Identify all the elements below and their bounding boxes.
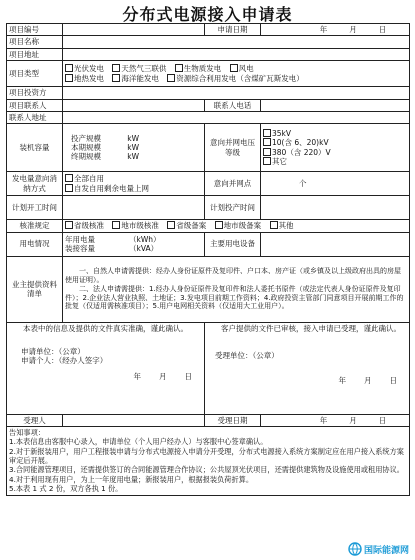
consumption-options [63,172,205,196]
voltage-option[interactable]: 其它 [263,157,407,166]
checkbox-icon [65,174,73,182]
materials-label: 业主提供资料清单 [7,256,63,322]
materials-natural-person: 一、自然人申请需提供：经办人身份证原件及复印件、户口本、房产证（或乡镇及以上级政府出具的房屋使用证明）。 [65,267,401,284]
checkbox-icon [167,74,175,82]
contact-address-label: 联系人地址 [7,111,63,123]
row-approval [7,220,410,232]
checkbox-icon [215,221,223,229]
type-option[interactable]: 光伏发电 [65,64,104,73]
approval-options [63,220,410,232]
form-title: 分布式电源接入申请表 [122,5,293,24]
contact-value[interactable] [63,99,205,111]
row-capacity [7,124,410,172]
grid-time-label: 计划投产时间 [205,196,261,220]
checkbox-icon [65,184,73,192]
acceptor-date[interactable]: 年 月 日 [338,376,397,386]
voltage-option[interactable]: 35kV [263,129,407,138]
checkbox-icon [270,221,278,229]
electricity-label: 用电情况 [7,232,63,256]
row-electricity [7,232,410,256]
consumption-option[interactable]: 自发自用剩余电量上网 [65,184,202,193]
approval-option[interactable]: 其他 [270,221,294,230]
acceptor-value[interactable] [63,414,205,426]
applicant-confirm [7,322,205,414]
row-project-no [7,24,410,36]
checkbox-icon [263,148,271,156]
row-schedule [7,196,410,220]
install-capacity-unit: （kVA） [129,244,159,254]
acceptor-confirm [205,322,410,414]
row-acceptor [7,414,410,426]
scale-unit: kW [127,143,139,153]
row-contact [7,99,410,111]
accept-date-label: 受理日期 [205,414,261,426]
checkbox-icon [112,74,120,82]
day-label: 日 [378,25,387,34]
project-name-value[interactable] [63,36,410,48]
electricity-values [63,232,205,256]
grid-voltage-label: 意向并网电压等级 [205,124,261,172]
type-option[interactable]: 天然气三联供 [112,64,166,73]
project-no-value[interactable] [63,24,205,36]
consumption-option[interactable]: 全部自用 [65,174,202,183]
watermark-text: 国际能源网 [363,545,409,556]
checkbox-icon [112,221,120,229]
project-address-value[interactable] [63,48,410,60]
project-type-options [63,61,410,87]
scale-label: 终期规模 [71,152,101,162]
install-capacity-label: 装接容量 [65,244,95,254]
capacity-label: 装机容量 [7,124,63,172]
apply-date-label: 申请日期 [205,24,261,36]
investor-label: 项目投资方 [7,87,63,99]
row-investor [7,87,410,99]
notes-heading: 告知事项： [9,428,45,437]
materials-legal-person: 二、法人申请需提供：1.经办人身份证原件及复印件和法人委托书原件（或法定代表人身份证原件及复印件）；2.企业法人营业执照、土地证；3.发电项目前期工作资料；4.政府投资主管部门同意项目开展前期工作的批复（仅适用需核准项目）；5.用户电网相关资料（仅适用大工业用户）。 [65,284,404,311]
type-option[interactable]: 生物质发电 [175,64,222,73]
start-time-value[interactable] [63,196,205,220]
acceptor-unit-seal[interactable]: 受理单位：（公章） [215,351,279,360]
row-project-name [7,36,410,48]
year-label: 年 [319,25,328,34]
applicant-unit-seal[interactable]: 申请单位：（公章） [21,347,85,356]
row-confirmation [7,322,410,414]
investor-value[interactable] [63,87,410,99]
acceptor-label: 受理人 [7,414,63,426]
type-option[interactable]: 海洋能发电 [112,74,159,83]
contact-label: 项目联系人 [7,99,63,111]
approval-label: 核准规定 [7,220,63,232]
scale-unit: kW [127,133,139,143]
voltage-option[interactable]: 10(含 6、20)kV [263,138,407,147]
note-item: 2.对于新报装用户，用户工程报装申请与分布式电源接入申请分开受理，分布式电源接入系统方案制定应在用户接入系统方案审定后开展。 [9,446,404,466]
checkbox-icon [65,221,73,229]
consumption-label: 发电量意向消纳方式 [7,172,63,196]
applicant-confirm-text: 本表中的信息及提供的文件真实准确，谨此确认。 [23,323,188,333]
checkbox-icon [167,221,175,229]
approval-option[interactable]: 省级备案 [167,221,206,230]
note-item: 5.本表 1 式 2 份，双方各执 1 份。 [9,484,123,494]
grid-voltage-options [261,124,410,172]
capacity-values [63,124,205,172]
note-item: 1.本表信息由客服中心录入，申请单位（个人用户经办人）与客服中心签章确认。 [9,437,268,447]
scale-label: 投产规模 [71,133,101,143]
applicant-date[interactable]: 年 月 日 [133,371,192,381]
approval-option[interactable]: 地市级备案 [215,221,262,230]
main-equipment-label: 主要用电设备 [205,232,261,256]
checkbox-icon [263,138,271,146]
type-option[interactable]: 资源综合利用发电（含煤矿瓦斯发电） [167,74,304,83]
acceptor-confirm-text: 客户提供的文件已审核，接入申请已受理，谨此确认。 [221,323,401,333]
watermark-logo [348,542,409,556]
grid-time-value[interactable] [261,196,410,220]
approval-option[interactable]: 省级核准 [65,221,104,230]
main-equipment-value[interactable] [261,232,410,256]
checkbox-icon [263,157,271,165]
note-item: 4.对于利用现有用户，为上一年度用电量；新报装用户，根据报装负荷折算。 [9,474,254,484]
checkbox-icon [65,74,73,82]
row-contact-address [7,111,410,123]
type-option[interactable]: 地热发电 [65,74,104,83]
notes-block [7,427,410,496]
checkbox-icon [230,64,238,72]
project-type-label: 项目类型 [7,61,63,87]
checkbox-icon [263,129,271,137]
applicant-person-sign[interactable]: 申请个人：（经办人签字） [21,356,108,366]
project-name-label: 项目名称 [7,36,63,48]
apply-date-value[interactable] [261,24,410,36]
globe-icon [348,542,362,556]
contact-phone-label: 联系人电话 [205,99,261,111]
approval-option[interactable]: 地市级核准 [112,221,159,230]
note-item: 3.合同能源管理项目，还需提供签订的合同能源管理合作协议；公共屋顶光伏项目，还需提供建筑物及设施使用或租用协议。 [9,465,404,475]
voltage-option[interactable]: 380（含 220）V [263,148,407,157]
start-time-label: 计划开工时间 [7,196,63,220]
contact-phone-value[interactable] [261,99,410,111]
annual-usage-unit: （kWh） [129,234,161,244]
checkbox-icon [65,64,73,72]
scale-unit: kW [127,152,139,162]
row-notes [7,427,410,496]
grid-point-value[interactable]: 个 [261,172,410,196]
month-label: 月 [349,25,357,34]
project-no-label: 项目编号 [7,24,63,36]
accept-date-value[interactable]: 年 月 日 [261,414,410,426]
materials-list [63,256,410,322]
type-option[interactable]: 风电 [230,64,254,73]
checkbox-icon [112,64,120,72]
row-project-type [7,61,410,87]
row-project-address [7,48,410,60]
grid-point-label: 意向并网点 [205,172,261,196]
annual-usage-label: 年用电量 [65,234,95,244]
row-materials [7,256,410,322]
checkbox-icon [175,64,183,72]
row-consumption [7,172,410,196]
contact-address-value[interactable] [63,111,410,123]
scale-label: 本期规模 [71,143,101,153]
application-table [6,23,410,496]
project-address-label: 项目地址 [7,48,63,60]
